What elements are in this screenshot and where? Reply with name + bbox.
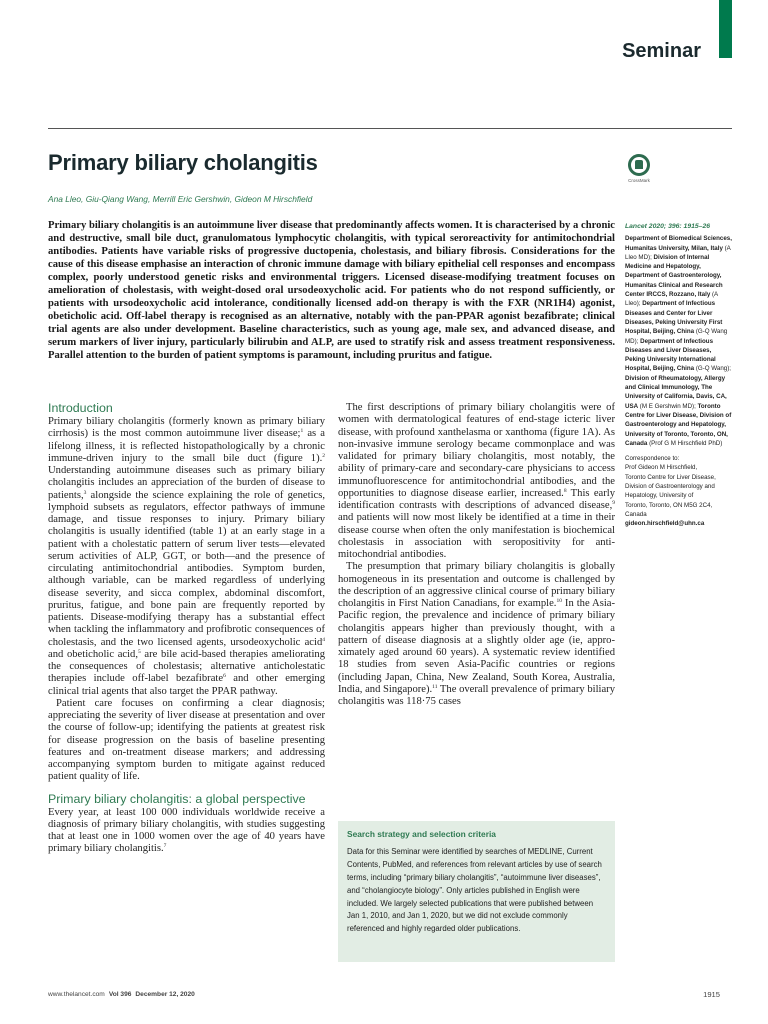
reference[interactable]: 3 xyxy=(83,489,87,496)
affiliation: Department of Biomedical Sciences, Humanitas University, Milan, Italy xyxy=(625,235,732,252)
affiliation-author: (G-Q Wang MD); xyxy=(625,328,728,345)
intro-paragraph-1: Primary biliary cholangitis (formerly known as primary biliary cirrhosis) is the most common autoimmune liver disease;$^1$ as a lifelong illness, it is reflected histopathologically by a chronic immune-driven injury to the small bile duct (figure 1).$^2$ Understanding autoimmune diseases such as primary biliary cholangitis includes an appreciation of the burden of disease to patients,$^3$ alongside the science explaining the role of genetics, lymphoid subsets as regulators, effector pathways of immune damage, and tissue responses to injury. Primary biliary cholangitis is usually identified (table 1) at an early stage in a patient with a cholestatic pattern of serum liver tests—elevated serum activities of ALP, GGT, or both—and the presence of circulating antimitochondrial antibodies. Symptom burden, although variable, can be marked regardless of underlying disease severity, and sicca complex, abdominal discomfort, pruritus, fatigue, and bone pain are frequently reported by patients. Disease-modifying therapy has a substantial effect when tackling the inflammatory and profibrotic consequences of cholestasis, and the two licensed agents, ursodeoxycholic acid$^4$ and obeticholic acid,$^5$ are bile acid-based therapies ameliorating the consequences of cholestasis; alternative anticholestatic therapies include off-label bezafibrate$^6$ and other emerging clinical trial agents that also target the PPAR pathway. xyxy=(48,416,326,697)
footer-site-link[interactable]: www.thelancet.com xyxy=(48,991,105,998)
header-divider xyxy=(48,128,732,129)
affiliation: Department of Infectious Diseases and Center for Liver Diseases, Peking University First Hospital, Beijing, China xyxy=(625,300,723,336)
correspondence-line: Toronto, Toronto, ON M5G 2C4, xyxy=(625,501,713,509)
affiliations xyxy=(625,234,732,448)
affiliation-author: (A Lleo); xyxy=(625,291,718,308)
intro-paragraph-2: Patient care focuses on confirming a clear diagnosis; appreciating the severity of liver disease at presentation and over the course of follow-up; identifying the patients at greatest risk for disease progression on the basis of baseline presenting features and on-treatment disease markers; and addressing accompanying symptom burden to mitigate against reduced patient quality of life. xyxy=(48,697,325,783)
crossmark-icon xyxy=(628,154,650,176)
correspondence-email[interactable]: gideon.hirschfield@uhn.ca xyxy=(625,520,705,528)
crossmark-badge[interactable] xyxy=(627,154,651,188)
affiliation: Division of Internal Medicine and Hepatology, Department of Gastroenterology, Humanitas Clinical and Research Center IRCCS, Rozzano, Italy xyxy=(625,253,723,299)
affiliation-author: (A Lleo MD); xyxy=(625,244,731,261)
citation[interactable]: Lancet 2020; 396: 1915–26 xyxy=(625,223,711,230)
abstract: Primary biliary cholangitis is an autoimmune liver disease that predominantly affects women. It is characterised by a chronic and destructive, small bile duct, granulomatous lymphocytic cholangitis, with typical seroreactivity for antimitochondrial antibodies. Patients have variable risks of progressive ductopenia, cholestasis, and biliary fibrosis. Considerations for the cause of this disease emphasise an interaction of chronic immune damage with biliary epithelial cell responses and encompass complex, poorly understood genetic risks and environmental triggers. Licensed disease-modifying treatment focuses on amelioration of cholestasis, with weight-dosed oral ursodeoxycholic acid. For patients who do not respond sufficiently, or patients with ursodeoxycholic acid intolerance, conditionally licensed add-on therapy is with the FXR (NR1H4) agonist, obeticholic acid. Off-label therapy is recognised as an alternative, notably with the pan-PPAR agonist bezafibrate; clinical trial agents are also under development. Baseline characteristics, such as young age, male sex, and advanced disease, and serum markers of liver injury, particularly bilirubin and ALP, are used to stratify risk and assess treatment responsiveness. Parallel attention to the burden of patient symptoms is paramount, including pruritus and fatigue. xyxy=(48,220,615,361)
correspondence-line: Canada xyxy=(625,510,647,518)
reference[interactable]: 5 xyxy=(138,648,141,655)
reference[interactable]: 6 xyxy=(223,673,226,680)
reference[interactable]: 9 xyxy=(612,500,615,506)
reference[interactable]: 2 xyxy=(322,452,325,459)
correspondence xyxy=(625,454,732,528)
correspondence-line: Toronto Centre for Liver Disease, xyxy=(625,473,716,481)
affiliation-author: (Prof G M Hirschfield PhD) xyxy=(647,439,723,447)
reference[interactable]: 7 xyxy=(163,843,167,850)
footer-date: December 12, 2020 xyxy=(135,991,195,998)
article-authors: Ana Lleo, Giu-Qiang Wang, Merrill Eric Gershwin, Gideon M Hirschfield xyxy=(48,194,313,204)
body-column-left xyxy=(48,401,325,856)
correspondence-line: Hepatology, University of xyxy=(625,492,694,500)
reference[interactable]: 10 xyxy=(556,598,562,604)
affiliation-author: (M E Gershwin MD); xyxy=(638,402,698,410)
reference[interactable]: 11 xyxy=(432,683,438,690)
footer-info xyxy=(48,991,195,998)
correspondence-line: Division of Gastroenterology and xyxy=(625,483,715,491)
affiliation: Division of Rheumatology, Allergy and Clinical Immunology, The University of California, Davis, CA, USA xyxy=(625,374,727,410)
reference[interactable]: 8 xyxy=(563,487,567,494)
page-number: 1915 xyxy=(703,990,720,999)
search-strategy-heading: Search strategy and selection criteria xyxy=(347,829,496,839)
search-strategy-text: Data for this Seminar were identified by searches of MEDLINE, Current Contents, PubMed, and references from relevant articles by use of search terms, including “primary biliary cholangitis”, “autoimmune liver diseases”, and “cholangiocyte biology”. Only articles published in English were included. We largely selected publications that were published between Jan 1, 2010, and Jan 1, 2020, but we did not exclude commonly referenced and highly regarded older publications. xyxy=(347,846,602,934)
right-paragraph-1: The first descriptions of primary biliary cholangitis were of women with dermatological features of end-stage icteric liver disease, with profound xanthelasma or xanthoma (figure 1A). As non-invasive immune serology became commonplace and was validated for primary biliary cholangitis, most notably, the ability of primary-care and secondary-care physicians to access immunofluorescence for antimitochondrial antibodies, and the opportunities to diagnose disease earlier, increased.$^8$ This early identification contrasts with descriptions of advanced disease,$^9$ and patients will now most likely be identified at a time in their disease course when often the only manifestation is biochemical cholestasis in association with seropositivity for antimitochondrial antibodies. xyxy=(338,402,615,560)
crossmark-label: CrossMark xyxy=(628,178,650,183)
sidebar xyxy=(625,222,732,529)
body-column-right xyxy=(338,402,615,708)
right-paragraph-2: The presumption that primary biliary cholangitis is globally homogeneous in its presentation and outcome is challenged by the description of an aggressive clinical course of primary biliary cholangitis in First Nation Canadians, for example.$^{10}$ In the Asia-Pacific region, the prevalence and incidence of primary biliary cholangitis appears higher than previously thought, with a pattern of disease diagnosis at a slightly older age (ie, approximately aged around 60 years). A systematic review identified 18 studies from seven Asia-Pacific countries or regions (including Japan, China, New Zealand, South Korea, Australia, India, and Singapore).$^{11}$ The overall prevalence of primary biliary cholangitis was 118·75 cases xyxy=(338,561,616,707)
reference[interactable]: 1 xyxy=(300,428,304,435)
global-perspective-heading: Primary biliary cholangitis: a global perspective xyxy=(48,791,306,806)
affiliation-author: (G-Q Wang); xyxy=(694,365,732,373)
article-title: Primary biliary cholangitis xyxy=(48,150,318,175)
section-color-bar xyxy=(719,0,732,58)
intro-heading: Introduction xyxy=(48,401,113,415)
correspondence-label: Correspondence to: xyxy=(625,455,680,463)
affiliation: Department of Infectious Diseases and Liver Diseases, Peking University International Hospital, Beijing, China xyxy=(625,337,716,373)
affiliation: Toronto Centre for Liver Disease, Division of Gastroenterology and Hepatology, University of Toronto, Toronto, ON, Canada xyxy=(625,402,732,447)
search-strategy-panel xyxy=(338,821,615,962)
reference[interactable]: 4 xyxy=(322,636,325,643)
correspondence-line: Prof Gideon M Hirschfield, xyxy=(625,464,698,472)
global-paragraph-1: Every year, at least 100 000 individuals worldwide receive a diagnosis of primary biliary cholangitis, with studies suggesting that at least one in 1000 women over the age of 40 years have primary biliary cholangitis.$^7$ xyxy=(48,806,325,855)
section-label: Seminar xyxy=(622,40,701,62)
footer-volume: Vol 396 xyxy=(108,991,132,998)
